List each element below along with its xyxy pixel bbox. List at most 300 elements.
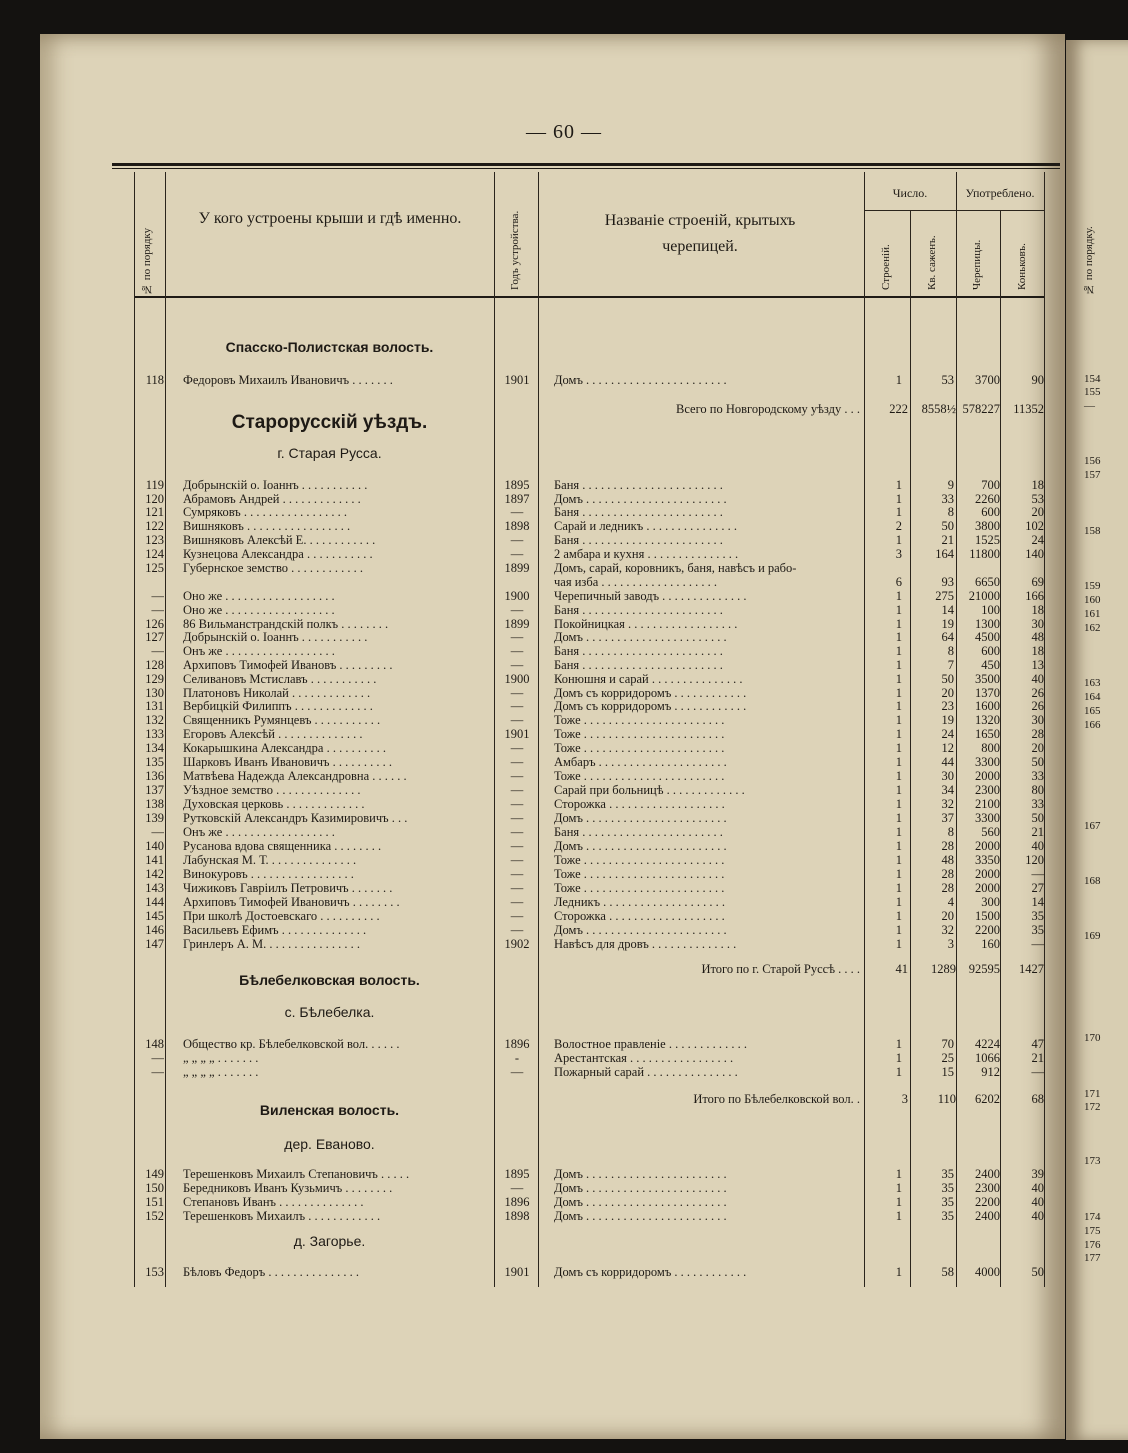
total-label: Итого по Бѣлебелковской вол. . (693, 1092, 860, 1106)
stroeniy-cell: 1 (895, 867, 902, 881)
cherepitsy-cell: 450 (981, 658, 1000, 672)
kv-sazhen-cell: 15 (941, 1065, 954, 1079)
stroeniy-cell: 1 (895, 492, 902, 506)
table-row (134, 769, 1044, 783)
kv-sazhen-cell: 4 (947, 895, 954, 909)
header-count: Число. (892, 186, 928, 200)
konkov-cell: 20 (1031, 741, 1044, 755)
stroeniy-cell: 1 (895, 505, 902, 519)
owner-cell: Селивановъ Мстиславъ . . . . . . . . . . . (183, 672, 377, 686)
row-number: 132 (145, 713, 164, 727)
owner-cell: Абрамовъ Андрей . . . . . . . . . . . . . (183, 492, 361, 506)
building-cell: Домъ . . . . . . . . . . . . . . . . . . . . . . . (554, 923, 727, 937)
year-cell: 1901 (504, 373, 530, 387)
header-stroeniy: Строеній. (880, 244, 892, 290)
year-cell: — (510, 699, 524, 713)
kv-sazhen-cell: 35 (941, 1167, 954, 1181)
kv-sazhen-cell: 21 (941, 533, 954, 547)
year-cell: — (510, 825, 524, 839)
konkov-cell: 33 (1031, 769, 1044, 783)
adjacent-row-number: 157 (1084, 469, 1101, 481)
row-number: 119 (145, 478, 164, 492)
adjacent-row-number: 160 (1084, 594, 1101, 606)
header-building: Названіе строеній, крытыхъ черепицей. (604, 212, 796, 255)
cherepitsy-cell: 1320 (975, 713, 1000, 727)
total-value: 110 (937, 1092, 956, 1106)
kv-sazhen-cell: 64 (941, 630, 954, 644)
row-number: 123 (145, 533, 164, 547)
year-cell: 1895 (504, 1167, 530, 1181)
adjacent-row-number: — (1084, 400, 1095, 412)
stroeniy-cell: 6 (895, 575, 902, 589)
kv-sazhen-cell: 30 (941, 769, 954, 783)
cherepitsy-cell: 21000 (968, 589, 1000, 603)
adjacent-row-number: 169 (1084, 930, 1101, 942)
year-cell: — (510, 769, 524, 783)
row-number: 122 (145, 519, 164, 533)
cherepitsy-cell: 3500 (975, 672, 1000, 686)
table-row (134, 373, 1044, 387)
building-cell: Сарай и ледникъ . . . . . . . . . . . . . . . (554, 519, 737, 533)
building-cell: Домъ . . . . . . . . . . . . . . . . . . . . . . . (554, 630, 727, 644)
konkov-cell: 35 (1031, 909, 1044, 923)
konkov-cell: 18 (1031, 644, 1044, 658)
table-row (134, 672, 1044, 686)
adjacent-row-number: 170 (1084, 1032, 1101, 1044)
owner-cell: Платоновъ Николай . . . . . . . . . . . . . (183, 686, 371, 700)
table-row (134, 923, 1044, 937)
table-row (134, 478, 1044, 492)
building-cell: Баня . . . . . . . . . . . . . . . . . . . . . . . (554, 658, 723, 672)
year-cell: 1900 (504, 672, 530, 686)
cherepitsy-cell: 2000 (975, 867, 1000, 881)
year-cell: - (514, 1051, 520, 1065)
cherepitsy-cell: 2100 (975, 797, 1000, 811)
stroeniy-cell: 1 (895, 589, 902, 603)
cherepitsy-cell: 3350 (975, 853, 1000, 867)
building-cell: Домъ . . . . . . . . . . . . . . . . . . . . . . . (554, 839, 727, 853)
row-number: 128 (145, 658, 164, 672)
row-number: 144 (145, 895, 164, 909)
table-row (134, 1195, 1044, 1209)
table-row (134, 1167, 1044, 1181)
konkov-cell: 21 (1031, 825, 1044, 839)
cherepitsy-cell: 300 (981, 895, 1000, 909)
konkov-cell: 102 (1025, 519, 1044, 533)
row-number: 146 (145, 923, 164, 937)
owner-cell: Оно же . . . . . . . . . . . . . . . . . . (183, 589, 335, 603)
kv-sazhen-cell: 164 (935, 547, 954, 561)
section-title: с. Бѣлебелка. (284, 1004, 375, 1020)
building-cell: Сторожка . . . . . . . . . . . . . . . . . . . (554, 909, 725, 923)
owner-cell: Бѣловъ Федоръ . . . . . . . . . . . . . . . (183, 1265, 359, 1279)
table-row (134, 519, 1044, 533)
adjacent-row-number: 155 (1084, 386, 1101, 398)
konkov-cell: 13 (1031, 658, 1044, 672)
total-label: Итого по г. Старой Руссѣ . . . . (701, 962, 860, 976)
table-row (134, 853, 1044, 867)
top-rule-thin (112, 168, 1060, 169)
row-number: — (151, 589, 164, 603)
owner-cell: Вишняковъ Алексѣй Е. . . . . . . . . . . . (183, 533, 376, 547)
row-number: 118 (145, 373, 164, 387)
kv-sazhen-cell: 44 (941, 755, 954, 769)
row-number: 150 (145, 1181, 164, 1195)
building-cell: Домъ . . . . . . . . . . . . . . . . . . . . . . . (554, 1167, 727, 1181)
year-cell: 1902 (504, 937, 530, 951)
cherepitsy-cell: 2300 (975, 1181, 1000, 1195)
kv-sazhen-cell: 23 (941, 699, 954, 713)
header-kv-sazhen: Кв. саженъ. (926, 235, 938, 290)
building-cell: Баня . . . . . . . . . . . . . . . . . . . . . . . (554, 478, 723, 492)
konkov-cell: 18 (1031, 478, 1044, 492)
building-cell: Домъ . . . . . . . . . . . . . . . . . . . . . . . (554, 1195, 727, 1209)
kv-sazhen-cell: 48 (941, 853, 954, 867)
table-row (134, 630, 1044, 644)
year-cell: 1898 (504, 1209, 530, 1223)
owner-cell: Духовская церковь . . . . . . . . . . . . . (183, 797, 365, 811)
konkov-cell: 50 (1031, 811, 1044, 825)
table-row (134, 713, 1044, 727)
total-value: 92595 (968, 962, 1000, 976)
owner-cell: Добрынскій о. Іоаннъ . . . . . . . . . . . (183, 630, 368, 644)
header-konkov: Коньковъ. (1016, 243, 1028, 290)
row-number: 136 (145, 769, 164, 783)
cherepitsy-cell: 2260 (975, 492, 1000, 506)
year-cell: — (510, 909, 524, 923)
owner-cell: Лабунская М. Т. . . . . . . . . . . . . . . (183, 853, 357, 867)
row-number: 127 (145, 630, 164, 644)
section-title: Виленская волость. (259, 1102, 400, 1118)
cherepitsy-cell: 2200 (975, 923, 1000, 937)
section-title: Спасско-Полистская волость. (225, 339, 434, 355)
owner-cell: Общество кр. Бѣлебелковской вол. . . . . . (183, 1037, 400, 1051)
konkov-cell: 166 (1025, 589, 1044, 603)
header-who: У кого устроены крыши и гдѣ именно. (198, 210, 462, 227)
cherepitsy-cell: 912 (981, 1065, 1000, 1079)
kv-sazhen-cell: 33 (941, 492, 954, 506)
building-cell: Домъ . . . . . . . . . . . . . . . . . . . . . . . (554, 1209, 727, 1223)
stroeniy-cell: 1 (895, 797, 902, 811)
stroeniy-cell: 1 (895, 644, 902, 658)
konkov-cell: 47 (1031, 1037, 1044, 1051)
adjacent-row-number: 171 (1084, 1088, 1101, 1100)
total-value: 1427 (1019, 962, 1044, 976)
cherepitsy-cell: 3300 (975, 811, 1000, 825)
kv-sazhen-cell: 28 (941, 881, 954, 895)
year-cell: — (510, 755, 524, 769)
building-cell: 2 амбара и кухня . . . . . . . . . . . . . . . (554, 547, 739, 561)
building-cell: Тоже . . . . . . . . . . . . . . . . . . . . . . . (554, 769, 725, 783)
year-cell: — (510, 630, 524, 644)
owner-cell: Матвѣева Надежда Александровна . . . . . . (183, 769, 407, 783)
total-value: 68 (1031, 1092, 1044, 1106)
stroeniy-cell: 1 (895, 1209, 902, 1223)
cherepitsy-cell: 4000 (975, 1265, 1000, 1279)
table-row (134, 603, 1044, 617)
row-number: — (151, 1065, 164, 1079)
owner-cell: Онъ же . . . . . . . . . . . . . . . . . . (183, 825, 335, 839)
row-number: 140 (145, 839, 164, 853)
adjacent-row-number: 166 (1084, 719, 1101, 731)
building-cell: Домъ . . . . . . . . . . . . . . . . . . . . . . . (554, 1181, 727, 1195)
table-row (134, 533, 1044, 547)
owner-cell: Архиповъ Тимофей Ивановичъ . . . . . . . . (183, 895, 400, 909)
stroeniy-cell: 1 (895, 853, 902, 867)
row-number: 148 (145, 1037, 164, 1051)
owner-cell: Степановъ Иванъ . . . . . . . . . . . . . . (183, 1195, 364, 1209)
building-cell: Покойницкая . . . . . . . . . . . . . . . . . . (554, 617, 738, 631)
konkov-cell: 28 (1031, 727, 1044, 741)
table-row (134, 1051, 1044, 1065)
row-number: — (151, 1051, 164, 1065)
cherepitsy-cell: 2200 (975, 1195, 1000, 1209)
year-cell: 1895 (504, 478, 530, 492)
owner-cell: Гринлеръ А. М. . . . . . . . . . . . . . . . (183, 937, 360, 951)
total-value: 8558½ (921, 402, 956, 416)
table-row (134, 895, 1044, 909)
owner-cell: Васильевъ Ефимъ . . . . . . . . . . . . . . (183, 923, 367, 937)
year-cell: — (510, 741, 524, 755)
year-cell: — (510, 547, 524, 561)
table-row (134, 881, 1044, 895)
year-cell: — (510, 811, 524, 825)
konkov-cell: 18 (1031, 603, 1044, 617)
cherepitsy-cell: 3800 (975, 519, 1000, 533)
table-row (134, 783, 1044, 797)
page-number: — 60 — (526, 121, 602, 143)
table-row (134, 1265, 1044, 1279)
owner-cell: „ „ „ „ . . . . . . . (183, 1051, 259, 1065)
section-title: д. Загорье. (293, 1233, 366, 1249)
konkov-cell: 35 (1031, 923, 1044, 937)
building-cell: Домъ . . . . . . . . . . . . . . . . . . . . . . . (554, 811, 727, 825)
year-cell: — (510, 533, 524, 547)
table-row (134, 1181, 1044, 1195)
cherepitsy-cell: 700 (981, 478, 1000, 492)
kv-sazhen-cell: 20 (941, 686, 954, 700)
kv-sazhen-cell: 24 (941, 727, 954, 741)
kv-sazhen-cell: 14 (941, 603, 954, 617)
konkov-cell: 26 (1031, 699, 1044, 713)
stroeniy-cell: 1 (895, 769, 902, 783)
building-cell: Черепичный заводъ . . . . . . . . . . . . . . (554, 589, 747, 603)
year-cell: — (510, 686, 524, 700)
building-cell: Ледникъ . . . . . . . . . . . . . . . . . . . . (554, 895, 726, 909)
header-cherepitsy: Черепицы. (971, 239, 983, 290)
year-cell: — (510, 853, 524, 867)
table-row (134, 811, 1044, 825)
building-cell: Тоже . . . . . . . . . . . . . . . . . . . . . . . (554, 853, 725, 867)
top-rule (112, 163, 1060, 166)
owner-cell: Сумряковъ . . . . . . . . . . . . . . . . . (183, 505, 348, 519)
stroeniy-cell: 1 (895, 755, 902, 769)
cherepitsy-cell: 1300 (975, 617, 1000, 631)
owner-cell: Винокуровъ . . . . . . . . . . . . . . . . . (183, 867, 354, 881)
row-number: 138 (145, 797, 164, 811)
kv-sazhen-cell: 8 (947, 505, 954, 519)
kv-sazhen-cell: 35 (941, 1195, 954, 1209)
row-number: 139 (145, 811, 164, 825)
stroeniy-cell: 1 (895, 686, 902, 700)
table-row (134, 741, 1044, 755)
total-value: 6202 (975, 1092, 1000, 1106)
year-cell: — (510, 867, 524, 881)
row-number: — (151, 644, 164, 658)
cherepitsy-cell: 1500 (975, 909, 1000, 923)
stroeniy-cell: 1 (895, 672, 902, 686)
stroeniy-cell: 1 (895, 1265, 902, 1279)
table-row (134, 505, 1044, 519)
building-cell: Арестантская . . . . . . . . . . . . . . . . . (554, 1051, 734, 1065)
table-row (134, 937, 1044, 951)
kv-sazhen-cell: 275 (935, 589, 954, 603)
kv-sazhen-cell: 7 (947, 658, 954, 672)
kv-sazhen-cell: 58 (941, 1265, 954, 1279)
owner-cell: Егоровъ Алексѣй . . . . . . . . . . . . . . (183, 727, 363, 741)
owner-cell: Священникъ Румянцевъ . . . . . . . . . . . (183, 713, 381, 727)
year-cell: 1897 (504, 492, 530, 506)
building-cell: Домъ съ корридоромъ . . . . . . . . . . . . (554, 1265, 747, 1279)
owner-cell: Уѣздное земство . . . . . . . . . . . . . . (183, 783, 361, 797)
cherepitsy-cell: 1525 (975, 533, 1000, 547)
adjacent-row-number: 164 (1084, 691, 1101, 703)
owner-cell: Рутковскій Александръ Казимировичъ . . . (183, 811, 408, 825)
stroeniy-cell: 1 (895, 478, 902, 492)
konkov-cell: 90 (1031, 373, 1044, 387)
year-cell: 1898 (504, 519, 530, 533)
table-row (134, 575, 1044, 589)
table-row (134, 699, 1044, 713)
owner-cell: При школѣ Достоевскаго . . . . . . . . . . (183, 909, 380, 923)
table-row (134, 839, 1044, 853)
row-number: — (151, 603, 164, 617)
building-cell: Амбаръ . . . . . . . . . . . . . . . . . . . . . (554, 755, 727, 769)
kv-sazhen-cell: 50 (941, 672, 954, 686)
kv-sazhen-cell: 20 (941, 909, 954, 923)
building-cell: Пожарный сарай . . . . . . . . . . . . . . . (554, 1065, 738, 1079)
owner-cell: Вишняковъ . . . . . . . . . . . . . . . . . (183, 519, 351, 533)
row-number: 145 (145, 909, 164, 923)
owner-cell: Вербицкій Филиппъ . . . . . . . . . . . . . (183, 699, 373, 713)
table-row (134, 547, 1044, 561)
konkov-cell: 80 (1031, 783, 1044, 797)
row-number: 134 (145, 741, 164, 755)
table-row (134, 1209, 1044, 1223)
konkov-cell: 33 (1031, 797, 1044, 811)
cherepitsy-cell: 6650 (975, 575, 1000, 589)
table-row (134, 755, 1044, 769)
adjacent-row-number: 173 (1084, 1155, 1101, 1167)
row-number: 129 (145, 672, 164, 686)
kv-sazhen-cell: 32 (941, 797, 954, 811)
stroeniy-cell: 1 (895, 617, 902, 631)
total-value: 1289 (931, 962, 956, 976)
table-row (134, 686, 1044, 700)
adjacent-row-number: 175 (1084, 1225, 1101, 1237)
kv-sazhen-cell: 3 (947, 937, 954, 951)
year-cell: 1901 (504, 727, 530, 741)
cherepitsy-cell: 4500 (975, 630, 1000, 644)
cherepitsy-cell: 11800 (969, 547, 1000, 561)
owner-cell: Добрынскій о. Іоаннъ . . . . . . . . . . . (183, 478, 368, 492)
row-number: 142 (145, 867, 164, 881)
building-cell: Домъ, сарай, коровникъ, баня, навѣсъ и рабо- (554, 561, 797, 575)
section-title: Бѣлебелковская волость. (239, 972, 420, 988)
building-cell: Тоже . . . . . . . . . . . . . . . . . . . . . . . (554, 741, 725, 755)
row-number: 130 (145, 686, 164, 700)
stroeniy-cell: 1 (895, 658, 902, 672)
row-number: 133 (145, 727, 164, 741)
cherepitsy-cell: 1650 (975, 727, 1000, 741)
cherepitsy-cell: 1600 (975, 699, 1000, 713)
konkov-cell: — (1031, 867, 1044, 881)
kv-sazhen-cell: 19 (941, 713, 954, 727)
total-value: 578227 (962, 402, 1000, 416)
year-cell: — (510, 644, 524, 658)
building-cell: Тоже . . . . . . . . . . . . . . . . . . . . . . . (554, 867, 725, 881)
year-cell: — (510, 1065, 524, 1079)
adjacent-row-number: 176 (1084, 1239, 1101, 1251)
header-no: № по порядку (141, 227, 153, 295)
year-cell: — (510, 603, 524, 617)
building-cell: Баня . . . . . . . . . . . . . . . . . . . . . . . (554, 505, 723, 519)
cherepitsy-cell: 560 (981, 825, 1000, 839)
row-number: 143 (145, 881, 164, 895)
owner-cell: „ „ „ „ . . . . . . . (183, 1065, 259, 1079)
section-title: дер. Еваново. (284, 1136, 375, 1152)
building-cell: Тоже . . . . . . . . . . . . . . . . . . . . . . . (554, 727, 725, 741)
adjacent-row-number: 159 (1084, 580, 1101, 592)
cherepitsy-cell: 1370 (975, 686, 1000, 700)
owner-cell: Онъ же . . . . . . . . . . . . . . . . . . (183, 644, 335, 658)
adjacent-row-number: 167 (1084, 820, 1101, 832)
row-number: 135 (145, 755, 164, 769)
cherepitsy-cell: 3300 (975, 755, 1000, 769)
kv-sazhen-cell: 53 (941, 373, 954, 387)
year-cell: — (510, 839, 524, 853)
stroeniy-cell: 1 (895, 825, 902, 839)
year-cell: — (510, 505, 524, 519)
building-cell: Домъ съ корридоромъ . . . . . . . . . . . . (554, 686, 747, 700)
building-cell: Сарай при больницѣ . . . . . . . . . . . . . (554, 783, 745, 797)
row-number: 153 (145, 1265, 164, 1279)
konkov-cell: 48 (1031, 630, 1044, 644)
konkov-cell: 30 (1031, 713, 1044, 727)
year-cell: — (510, 923, 524, 937)
stroeniy-cell: 1 (895, 373, 902, 387)
konkov-cell: 40 (1031, 1181, 1044, 1195)
konkov-cell: 53 (1031, 492, 1044, 506)
building-cell: Баня . . . . . . . . . . . . . . . . . . . . . . . (554, 644, 723, 658)
header-rule (134, 296, 1044, 298)
stroeniy-cell: 1 (895, 811, 902, 825)
building-cell: Волостное правленіе . . . . . . . . . . . . . (554, 1037, 747, 1051)
stroeniy-cell: 1 (895, 881, 902, 895)
konkov-cell: 40 (1031, 839, 1044, 853)
stroeniy-cell: 1 (895, 741, 902, 755)
kv-sazhen-cell: 37 (941, 811, 954, 825)
building-cell: Баня . . . . . . . . . . . . . . . . . . . . . . . (554, 825, 723, 839)
owner-cell: 86 Вильманстрандскій полкъ . . . . . . . . (183, 617, 389, 631)
table-row (134, 644, 1044, 658)
year-cell: — (510, 713, 524, 727)
stroeniy-cell: 1 (895, 1037, 902, 1051)
konkov-cell: 30 (1031, 617, 1044, 631)
row-number: 152 (145, 1209, 164, 1223)
stroeniy-cell: 1 (895, 1181, 902, 1195)
kv-sazhen-cell: 8 (947, 644, 954, 658)
